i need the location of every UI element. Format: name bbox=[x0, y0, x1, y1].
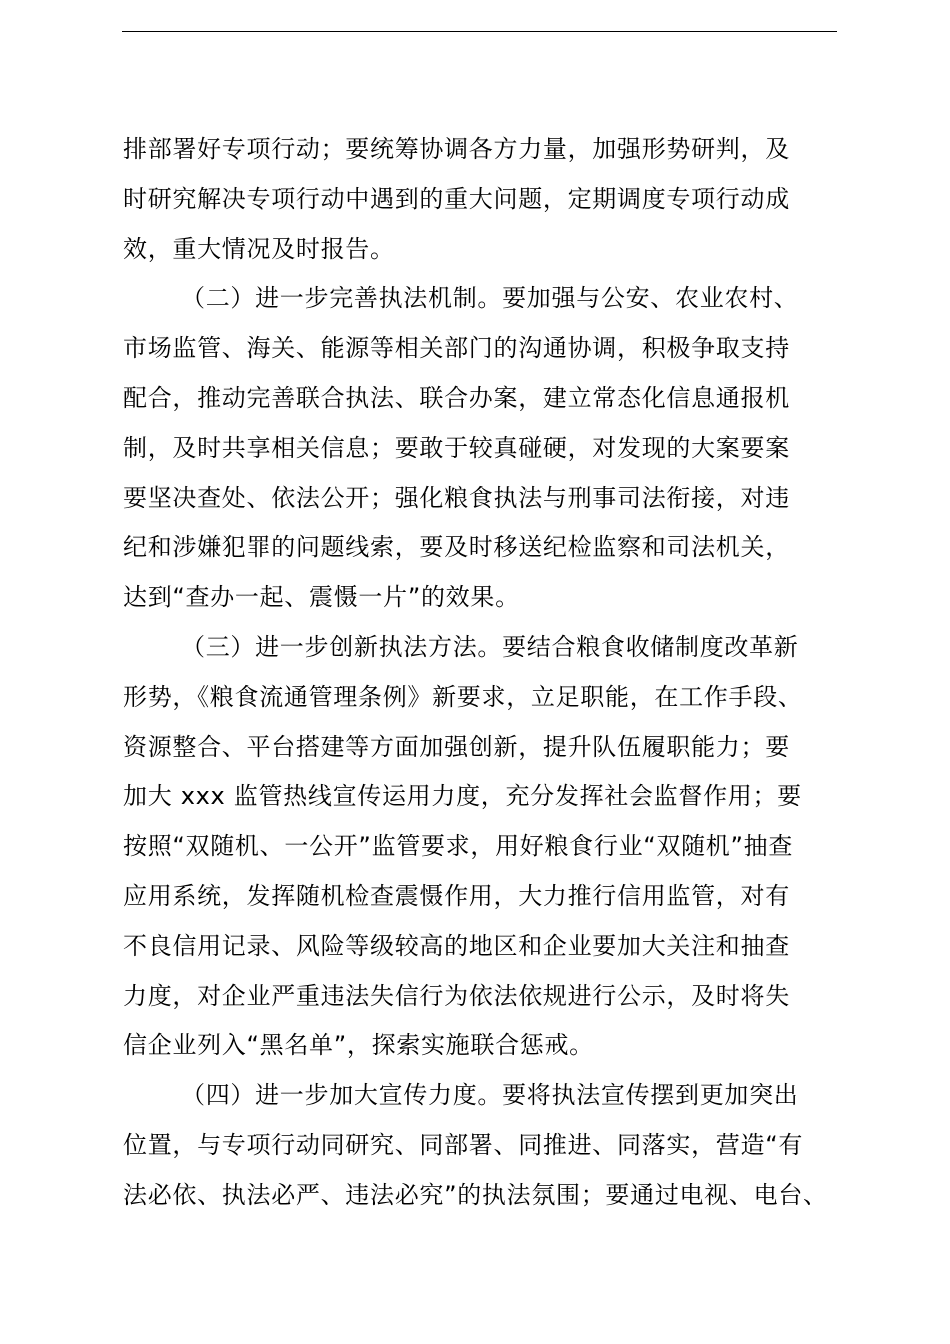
text-line: 配合，推动完善联合执法、联合办案，建立常态化信息通报机 bbox=[123, 383, 790, 412]
text-line: 位置，与专项行动同研究、同部署、同推进、同落实，营造“有 bbox=[123, 1130, 804, 1159]
header-rule bbox=[122, 31, 837, 32]
text-line: 时研究解决专项行动中遇到的重大问题，定期调度专项行动成 bbox=[123, 184, 790, 213]
document-body bbox=[123, 125, 863, 1221]
text-line: 市场监管、海关、能源等相关部门的沟通协调，积极争取支持 bbox=[123, 334, 790, 363]
text-line: 效，重大情况及时报告。 bbox=[123, 234, 395, 263]
text-line: 加大 xxx 监管热线宣传运用力度，充分发挥社会监督作用；要 bbox=[123, 782, 802, 811]
text-line: 信企业列入“黑名单”，探索实施联合惩戒。 bbox=[123, 1031, 594, 1060]
section-heading-line: （三）进一步创新执法方法。要结合粮食收储制度改革新 bbox=[181, 632, 799, 661]
text-line: 排部署好专项行动；要统筹协调各方力量，加强形势研判，及 bbox=[123, 135, 790, 163]
text-line: 不良信用记录、风险等级较高的地区和企业要加大关注和抽查 bbox=[123, 931, 790, 960]
section-heading-line: （四）进一步加大宣传力度。要将执法宣传摆到更加突出 bbox=[181, 1081, 799, 1110]
text-line: 要坚决查处、依法公开；强化粮食执法与刑事司法衔接，对违 bbox=[123, 483, 790, 512]
text-line: 力度，对企业严重违法失信行为依法依规进行公示，及时将失 bbox=[123, 981, 790, 1010]
text-line: 制，及时共享相关信息；要敢于较真碰硬，对发现的大案要案 bbox=[123, 433, 790, 462]
text-line: 法必依、执法必严、违法必究”的执法氛围；要通过电视、电台、 bbox=[123, 1180, 828, 1209]
text-line: 资源整合、平台搭建等方面加强创新，提升队伍履职能力；要 bbox=[123, 732, 790, 761]
text-line: 纪和涉嫌犯罪的问题线索，要及时移送纪检监察和司法机关， bbox=[123, 533, 790, 562]
text-line: 达到“查办一起、震慑一片”的效果。 bbox=[123, 583, 520, 612]
text-line: 应用系统，发挥随机检查震慑作用，大力推行信用监管，对有 bbox=[123, 881, 790, 910]
text-line: 按照“双随机、一公开”监管要求，用好粮食行业“双随机”抽查 bbox=[123, 832, 794, 861]
text-line: 形势，《粮食流通管理条例》新要求，立足职能，在工作手段、 bbox=[123, 682, 803, 711]
section-heading-line: （二）进一步完善执法机制。要加强与公安、农业农村、 bbox=[181, 284, 799, 313]
